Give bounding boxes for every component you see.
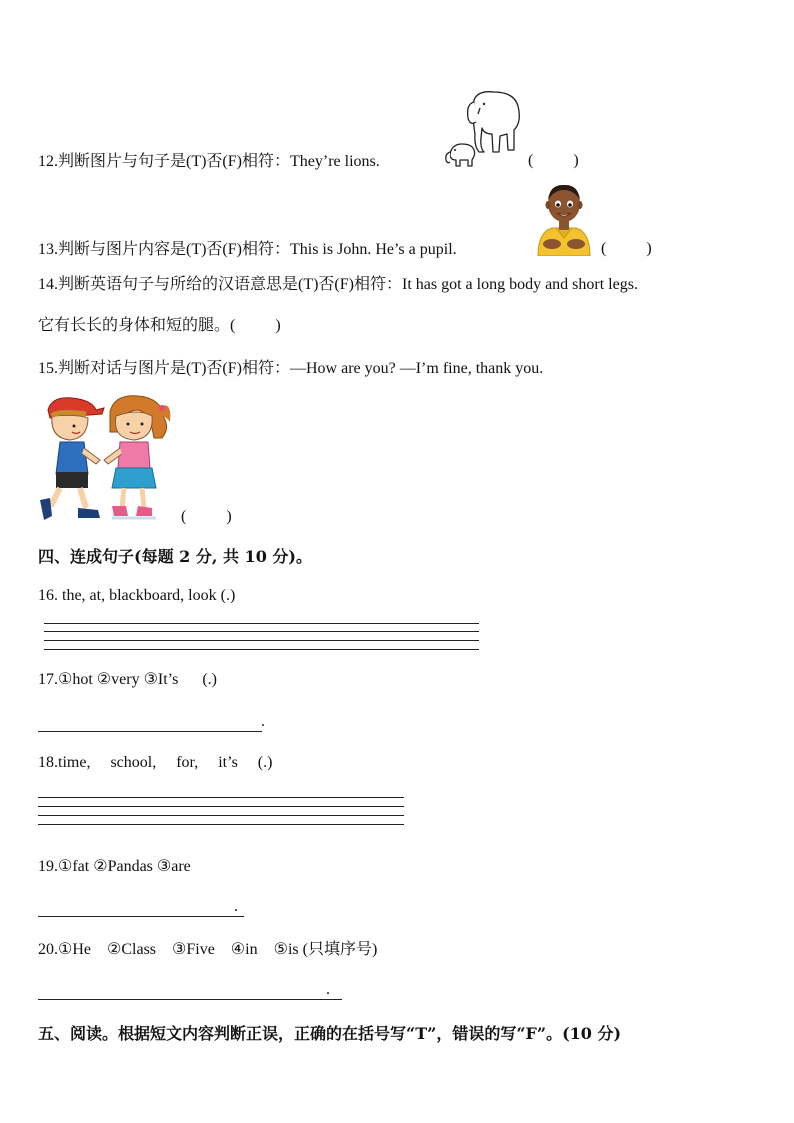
writing-line[interactable] (38, 815, 404, 816)
question-16-text: 16. the, at, blackboard, look (.) (38, 587, 236, 604)
question-13-text: 13.判断与图片内容是(T)否(F)相符：This is John. He’s a pupil. (38, 241, 457, 258)
kids-greeting-image (38, 392, 174, 524)
question-17 (38, 670, 217, 690)
question-14 (38, 275, 638, 295)
question-14-translation-text[interactable]: 它有长长的身体和短的腿。( ) (38, 317, 281, 334)
elephant-image (444, 88, 522, 168)
question-18 (38, 753, 272, 773)
answer-paren-15[interactable]: ( ) (181, 508, 232, 525)
question-15 (38, 359, 543, 379)
question-19-text: 19.①fat ②Pandas ③are (38, 858, 191, 875)
answer-paren-12[interactable]: ( ) (528, 152, 579, 169)
writing-line[interactable] (44, 623, 479, 624)
answer-line-19[interactable] (38, 916, 244, 917)
section-5-heading: 五、阅读。根据短文内容判断正误，正确的在括号写“T”，错误的写“F”。(10 分) (38, 1024, 622, 1043)
writing-line[interactable] (38, 797, 404, 798)
writing-line[interactable] (44, 649, 479, 650)
question-14-text: 14.判断英语句子与所给的汉语意思是(T)否(F)相符：It has got a long body and short legs. (38, 276, 638, 293)
question-19 (38, 857, 191, 877)
writing-line[interactable] (44, 631, 479, 632)
answer-17-period: . (261, 713, 265, 730)
question-17-text: 17.①hot ②very ③It’s (.) (38, 671, 218, 688)
answer-19-period: . (234, 898, 238, 915)
boy-john-image (534, 180, 594, 256)
answer-paren-13[interactable]: ( ) (601, 240, 652, 257)
section-4-heading: 四、连成句子(每题 2 分, 共 10 分)。 (38, 547, 312, 566)
question-15-text: 15.判断对话与图片是(T)否(F)相符：—How are you? —I’m fine, thank you. (38, 360, 544, 377)
answer-line-20[interactable] (38, 999, 342, 1000)
writing-line[interactable] (44, 640, 479, 641)
question-20-text: 20.①He ②Class ③Five ④in ⑤is (只填序号) (38, 941, 378, 958)
question-16 (38, 586, 235, 606)
question-18-text: 18.time, school, for, it’s (.) (38, 754, 273, 771)
question-12-text: 12.判断图片与句子是(T)否(F)相符：They’re lions. (38, 153, 380, 170)
writing-line[interactable] (38, 824, 404, 825)
question-13 (38, 240, 457, 260)
question-20 (38, 940, 377, 960)
writing-line[interactable] (38, 806, 404, 807)
question-14-translation (38, 316, 281, 336)
question-12 (38, 152, 380, 172)
answer-line-17[interactable] (38, 731, 262, 732)
answer-20-period: . (326, 981, 330, 998)
